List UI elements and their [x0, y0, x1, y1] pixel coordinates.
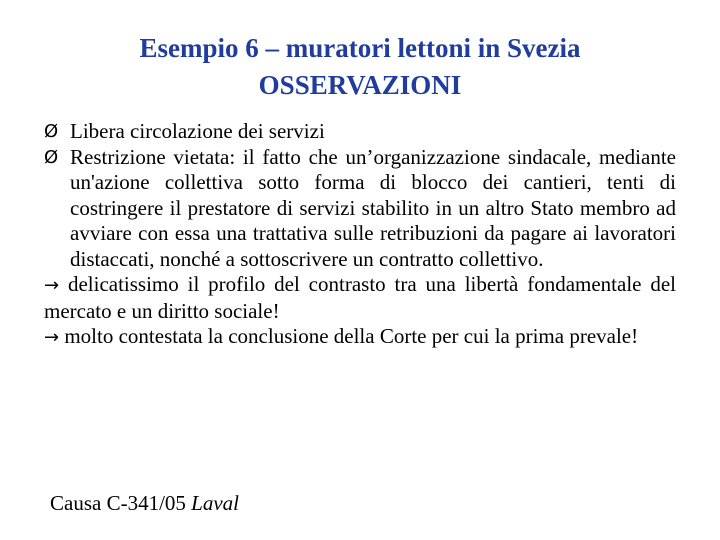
note-text: molto contestata la conclusione della Corte per cui la prima prevale!: [64, 324, 639, 348]
bullet-item: [44, 145, 676, 273]
case-number: Causa C-341/05: [50, 491, 186, 515]
slide-title: [40, 30, 680, 104]
case-name: Laval: [191, 491, 239, 515]
note-paragraph: [44, 272, 676, 324]
bullet-item: [44, 119, 676, 145]
case-citation: [50, 490, 239, 516]
arrowhead-bullet-icon: Ø: [44, 121, 59, 142]
note-text: delicatissimo il profilo del contrasto tra una libertà fondamentale del mercato e un diritto sociale!: [44, 272, 676, 323]
right-arrow-icon: →: [44, 327, 60, 348]
arrowhead-bullet-icon: Ø: [44, 146, 59, 168]
title-line-2: OSSERVAZIONI: [258, 70, 462, 100]
bullet-text: Restrizione vietata: il fatto che un’organizzazione sindacale, mediante un'azione collettiva sotto forma di blocco dei cantieri, tenti di costringere il prestatore di servizi stabilito in un altro Stato membro ad avviare con essa una trattativa sulle retribuzioni da pagare ai lavoratori distaccati, nonché a sottoscrivere un contratto collettivo.: [70, 144, 676, 271]
slide-body: [44, 119, 676, 351]
note-paragraph: [44, 324, 676, 351]
bullet-text: Libera circolazione dei servizi: [70, 119, 325, 143]
right-arrow-icon: →: [44, 275, 60, 296]
title-line-1: Esempio 6 – muratori lettoni in Svezia: [139, 33, 581, 63]
